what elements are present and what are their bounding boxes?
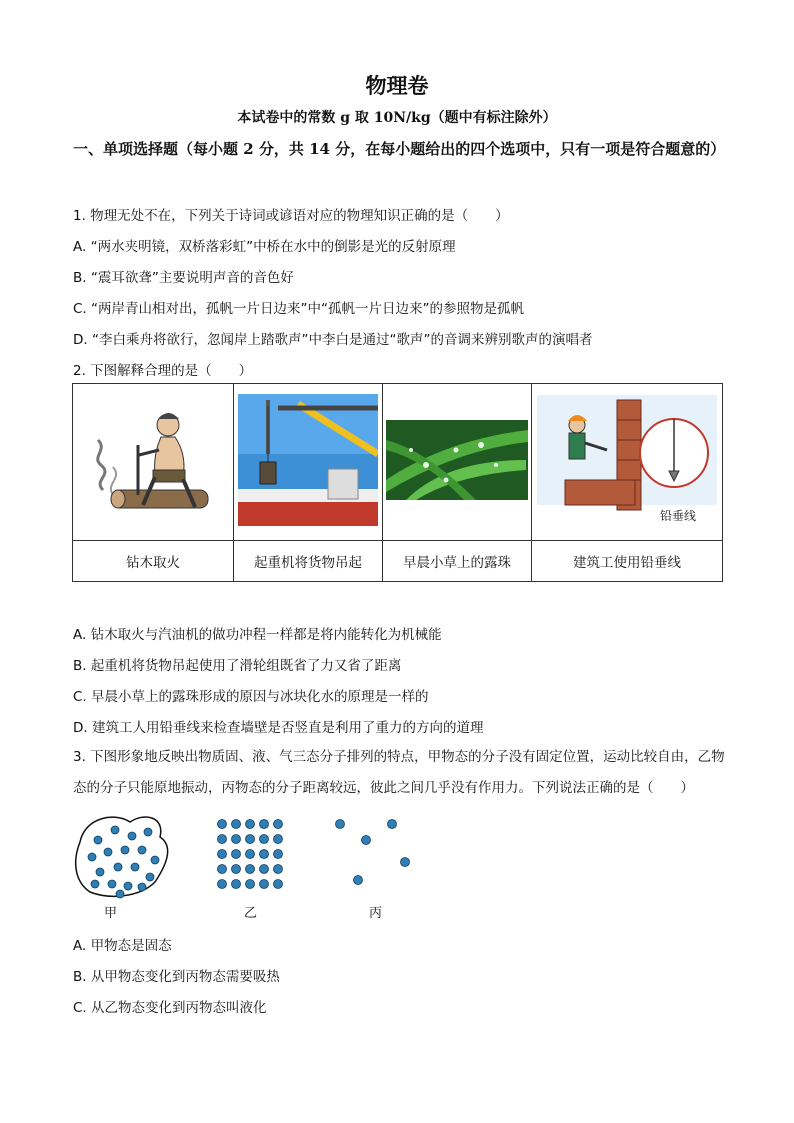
liquid-molecule xyxy=(121,846,129,854)
molecule-diagram xyxy=(70,812,430,902)
solid-molecules xyxy=(218,820,283,889)
solid-molecule xyxy=(274,835,283,844)
label-liquid: 甲 xyxy=(104,906,118,921)
solid-molecule xyxy=(218,835,227,844)
q2-option-d: D. 建筑工人用铅垂线来检查墙壁是否竖直是利用了重力的方向的道理 xyxy=(73,720,484,736)
liquid-molecule xyxy=(128,832,136,840)
plumb-line-image xyxy=(537,395,717,525)
solid-molecule xyxy=(274,850,283,859)
liquid-molecule xyxy=(91,880,99,888)
gas-molecule xyxy=(336,820,345,829)
solid-molecule xyxy=(218,850,227,859)
caption-crane: 起重机将货物吊起 xyxy=(234,541,383,582)
solid-molecule xyxy=(274,865,283,874)
q3-option-b: B. 从甲物态变化到丙物态需要吸热 xyxy=(73,969,280,985)
solid-molecule xyxy=(246,820,255,829)
solid-molecule xyxy=(232,835,241,844)
q1-stem: 1. 物理无处不在，下列关于诗词或谚语对应的物理知识正确的是（ ） xyxy=(73,208,509,224)
solid-molecule xyxy=(246,850,255,859)
solid-molecule xyxy=(260,835,269,844)
liquid-molecule xyxy=(114,863,122,871)
plumb-line-label: 铅垂线 xyxy=(660,509,697,523)
section-heading: 一、单项选择题（每小题 2 分，共 14 分，在每小题给出的四个选项中，只有一项是符合题意的） xyxy=(73,140,726,158)
q3-option-c: C. 从乙物态变化到丙物态叫液化 xyxy=(73,1000,267,1016)
label-gas: 丙 xyxy=(369,906,383,921)
solid-molecule xyxy=(260,865,269,874)
caption-dew: 早晨小草上的露珠 xyxy=(383,541,532,582)
liquid-molecule xyxy=(116,890,124,898)
solid-molecule xyxy=(246,865,255,874)
liquid-molecule xyxy=(151,856,159,864)
dew-image xyxy=(386,420,528,500)
q2-option-b: B. 起重机将货物吊起使用了滑轮组既省了力又省了距离 xyxy=(73,658,402,674)
q2-stem: 2. 下图解释合理的是（ ） xyxy=(73,363,253,379)
solid-molecule xyxy=(274,820,283,829)
gas-molecule xyxy=(401,858,410,867)
caption-fire-drill: 钻木取火 xyxy=(73,541,234,582)
fire-drill-image xyxy=(83,395,223,525)
liquid-molecule xyxy=(108,880,116,888)
q1-option-a: A. “两水夹明镜，双桥落彩虹”中桥在水中的倒影是光的反射原理 xyxy=(73,239,456,255)
caption-plumb-line: 建筑工使用铅垂线 xyxy=(532,541,723,582)
crane-image xyxy=(238,394,378,526)
solid-molecule xyxy=(260,850,269,859)
page-title: 物理卷 xyxy=(365,73,429,98)
liquid-molecule xyxy=(96,868,104,876)
fire-drill-image-cell xyxy=(73,384,234,541)
liquid-molecule xyxy=(131,863,139,871)
label-solid: 乙 xyxy=(244,906,258,921)
liquid-molecule xyxy=(138,883,146,891)
q3-option-a: A. 甲物态是固态 xyxy=(73,938,172,954)
liquid-molecule xyxy=(144,828,152,836)
solid-molecule xyxy=(232,820,241,829)
solid-molecule xyxy=(218,865,227,874)
liquid-molecule xyxy=(104,848,112,856)
q1-option-d: D. “李白乘舟将欲行，忽闻岸上踏歌声”中李白是通过“歌声”的音调来辨别歌声的演唱者 xyxy=(73,332,593,348)
gas-molecule xyxy=(354,876,363,885)
solid-molecule xyxy=(246,880,255,889)
liquid-molecule xyxy=(88,853,96,861)
liquid-molecule xyxy=(111,826,119,834)
solid-molecule xyxy=(260,820,269,829)
q2-option-a: A. 钻木取火与汽油机的做功冲程一样都是将内能转化为机械能 xyxy=(73,627,442,643)
solid-molecule xyxy=(218,880,227,889)
liquid-molecule xyxy=(94,836,102,844)
solid-molecule xyxy=(218,820,227,829)
liquid-molecule xyxy=(124,882,132,890)
solid-molecule xyxy=(260,880,269,889)
q3-stem: 3. 下图形象地反映出物质固、液、气三态分子排列的特点，甲物态的分子没有固定位置，运动比较自由，乙物态的分子只能原地振动，丙物态的分子距离较远，彼此之间几乎没有作用力。下列说法正确的是（ ） xyxy=(73,749,725,796)
solid-molecule xyxy=(232,880,241,889)
solid-molecule xyxy=(232,850,241,859)
q1-option-b: B. “震耳欲聋”主要说明声音的音色好 xyxy=(73,270,294,286)
gas-molecule xyxy=(388,820,397,829)
liquid-molecule xyxy=(146,873,154,881)
gas-molecules xyxy=(336,820,410,885)
q2-option-c: C. 早晨小草上的露珠形成的原因与冰块化水的原理是一样的 xyxy=(73,689,429,705)
solid-molecule xyxy=(246,835,255,844)
solid-molecule xyxy=(274,880,283,889)
gas-molecule xyxy=(362,836,371,845)
q2-figure-table xyxy=(72,383,723,582)
page-subtitle: 本试卷中的常数 g 取 10N/kg（题中有标注除外） xyxy=(237,110,557,126)
solid-molecule xyxy=(232,865,241,874)
q1-option-c: C. “两岸青山相对出，孤帆一片日边来”中“孤帆一片日边来”的参照物是孤帆 xyxy=(73,301,524,317)
crane-image-cell xyxy=(234,384,383,541)
liquid-molecule xyxy=(138,846,146,854)
dew-image-cell xyxy=(383,384,532,541)
